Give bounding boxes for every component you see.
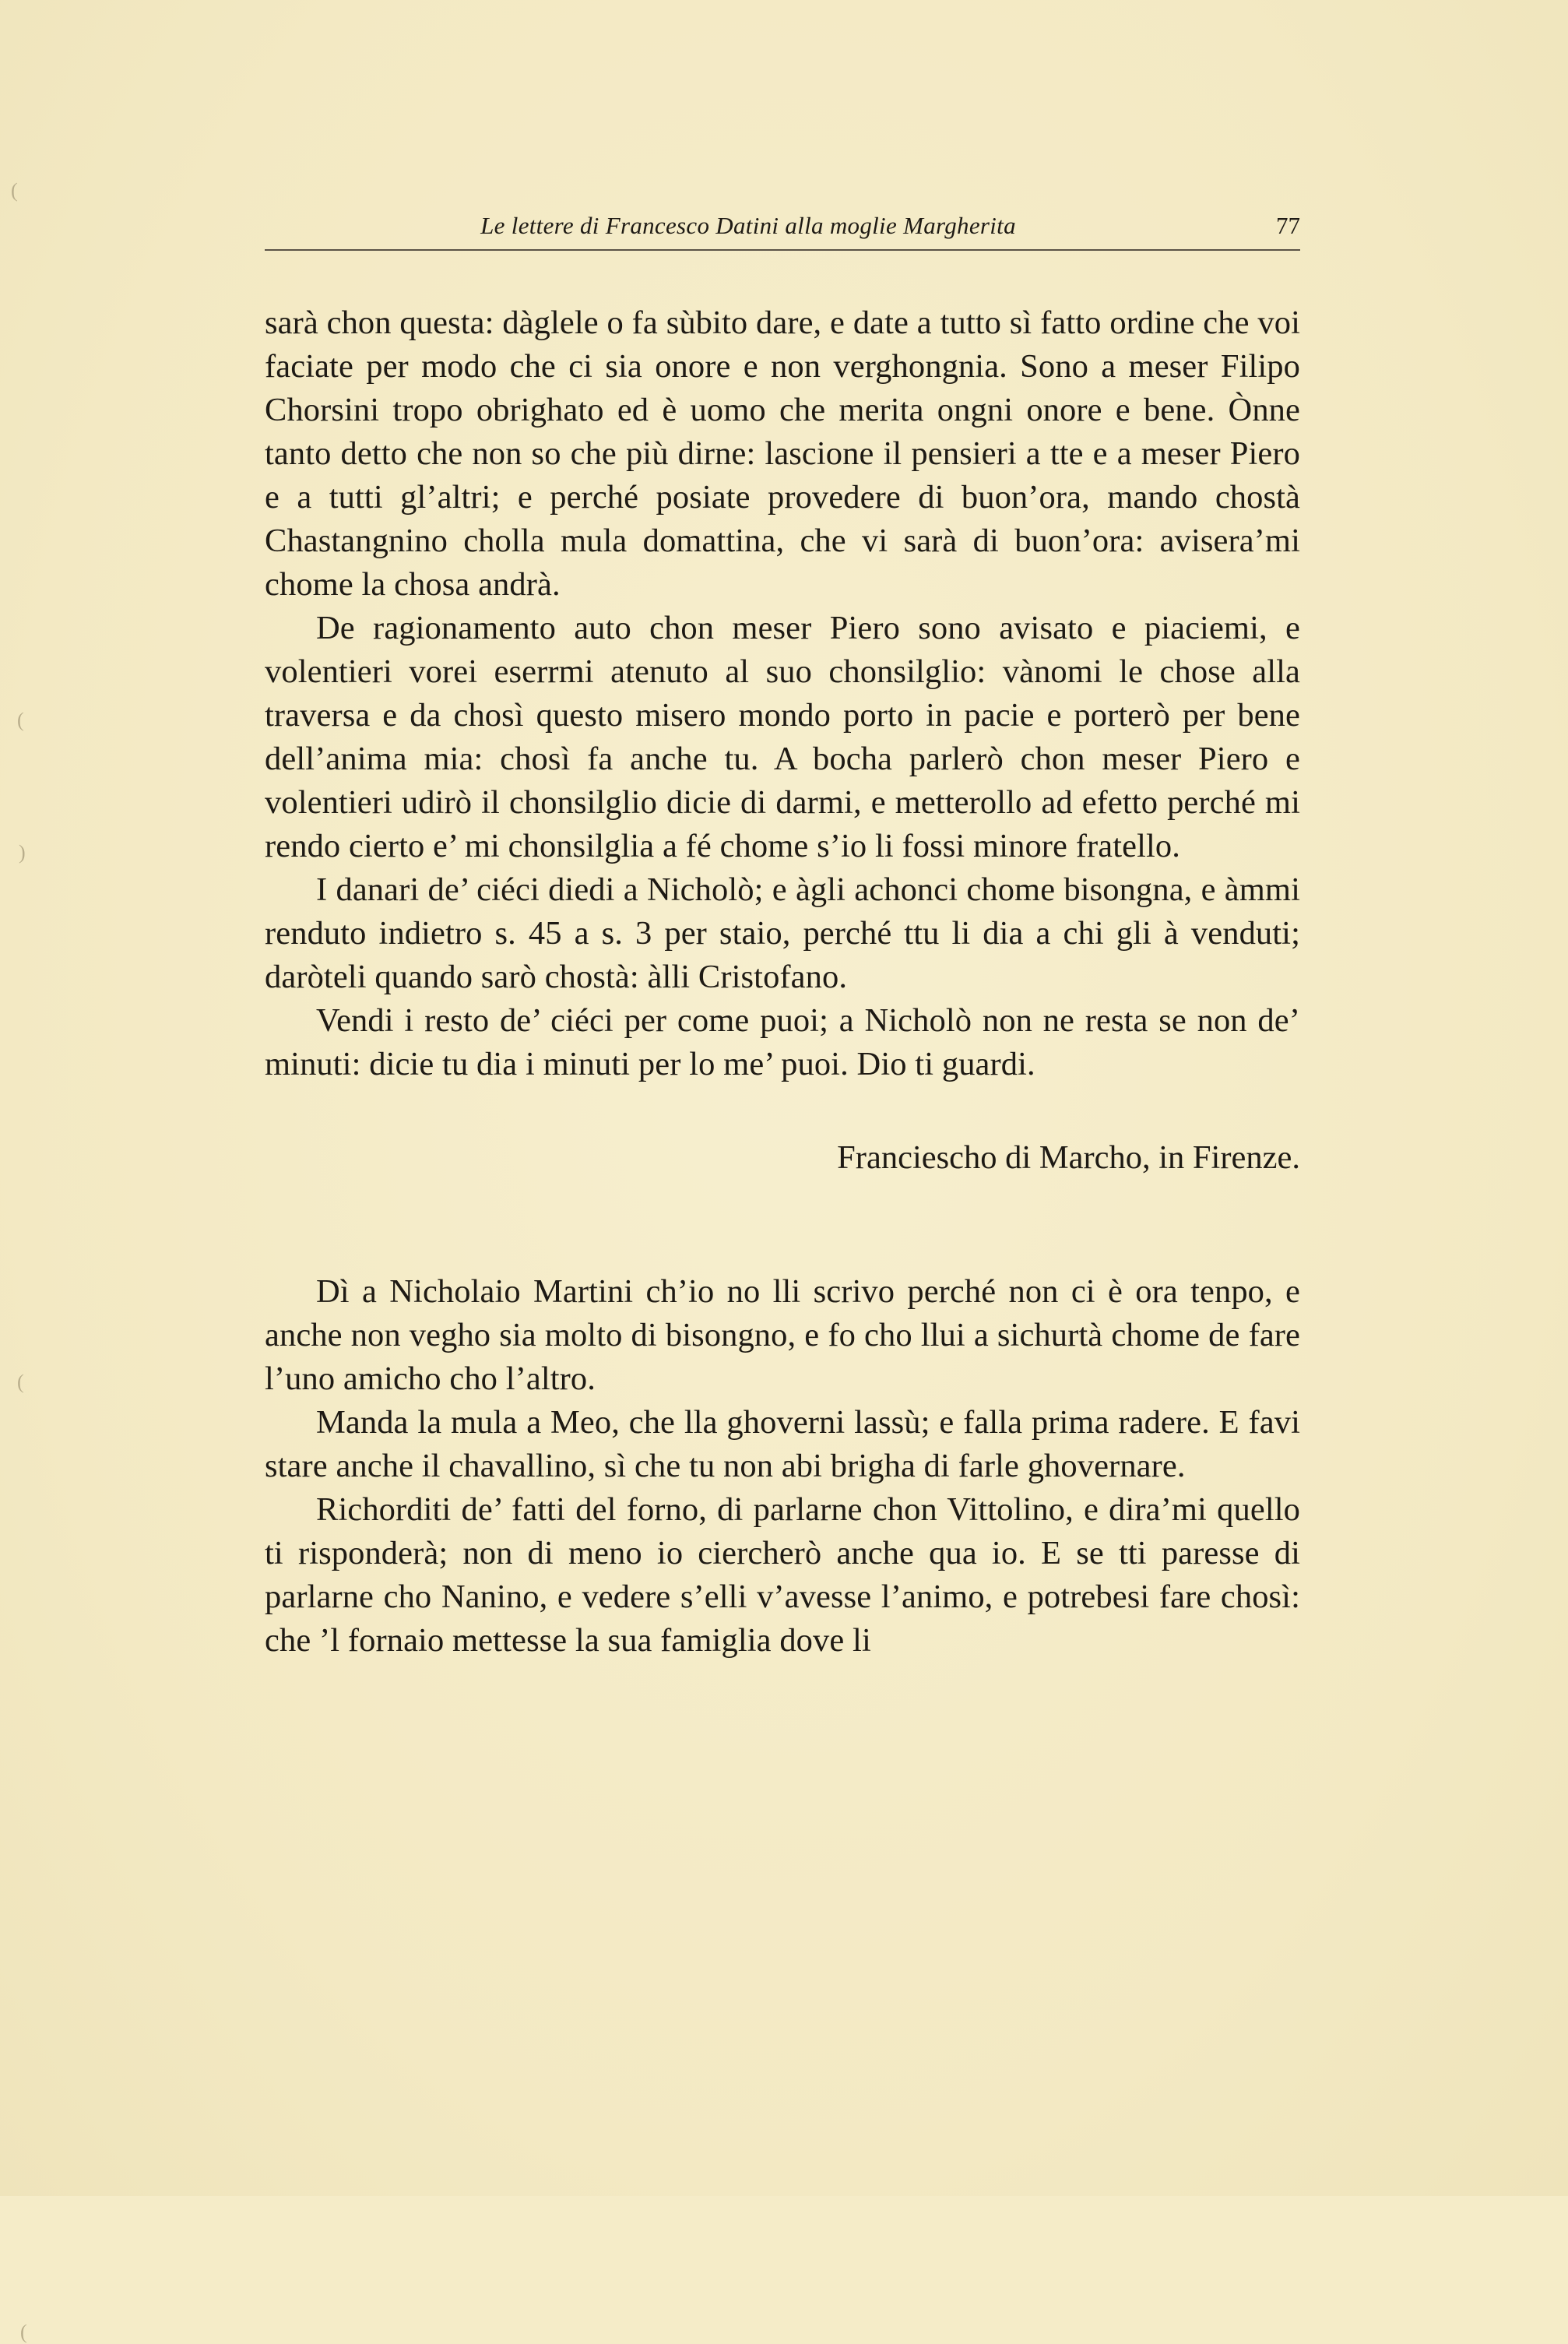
letter-paragraph: De ragionamento auto chon meser Piero sono avisato e piaciemi, e volentieri vorei eserrmi atenuto al suo chonsilglio: vànomi le chose alla traversa e da chosì questo misero mondo porto in pacie e porterò per bene dell’anima mia: chosì fa anche tu. A bocha parlerò chon meser Piero e volentieri udirò il chonsilglio dicie di darmi, e metterollo ad efetto perché mi rendo cierto e’ mi chonsilglia a fé chome s’io li fossi minore fratello. (265, 610, 1300, 864)
margin-mark: ( (17, 1371, 24, 1393)
running-header (265, 209, 1300, 251)
letter-body (265, 301, 1300, 1663)
margin-mark: ) (19, 841, 26, 864)
postscript (265, 1270, 1300, 1663)
letter-paragraph: Vendi i resto de’ ciéci per come puoi; a Nicholò non ne resta se non de’ minuti: dicie tu dia i minuti per lo me’ puoi. Dio ti guardi. (265, 1002, 1300, 1082)
letter-paragraph: sarà chon questa: dàglele o fa sùbito dare, e date a tutto sì fatto ordine che voi faciate per modo che ci sia onore e non verghongnia. Sono a meser Filipo Chorsini tropo obrighato ed è uomo che merita ongni onore e bene. Ònne tanto detto che non so che più dirne: lascione il pensieri a tte e a meser Piero e a tutti gl’altri; e perché posiate provedere di buon’ora, mando chostà Chastangnino cholla mula domattina, che vi sarà di buon’ora: avisera’mi chome la chosa andrà. (265, 304, 1300, 603)
margin-mark: ( (11, 179, 18, 202)
postscript-paragraph: Dì a Nicholaio Martini ch’io no lli scrivo perché non ci è ora tenpo, e anche non vegho sia molto di bisongno, e fo cho llui a sichurtà chome de fare l’uno amicho cho l’altro. (265, 1273, 1300, 1397)
signature-line: Franciescho di Marcho, in Firenze. (837, 1139, 1300, 1176)
margin-mark: ( (20, 2321, 27, 2343)
page-number: 77 (1276, 212, 1300, 239)
letter-paragraph: I danari de’ ciéci diedi a Nicholò; e àgli achonci chome bisongna, e àmmi renduto indietro s. 45 a s. 3 per staio, perché ttu li dia a chi gli à venduti; daròteli quando sarò chostà: àlli Cristofano. (265, 871, 1300, 995)
postscript-paragraph: Richorditi de’ fatti del forno, di parlarne chon Vittolino, e dira’mi quello ti risponderà; non di meno io ciercherò anche qua io. E se tti paresse di parlarne cho Nanino, e vedere s’elli v’avesse l’animo, e potrebesi fare chosì: che ’l fornaio mettesse la sua famiglia dove li (265, 1491, 1300, 1659)
postscript-paragraph: Manda la mula a Meo, che lla ghoverni lassù; e falla prima radere. E favi stare anche il chavallino, sì che tu non abi brigha di farle ghovernare. (265, 1404, 1300, 1484)
margin-mark: ( (17, 709, 24, 731)
running-title: Le lettere di Francesco Datini alla moglie Margherita (480, 212, 1016, 239)
